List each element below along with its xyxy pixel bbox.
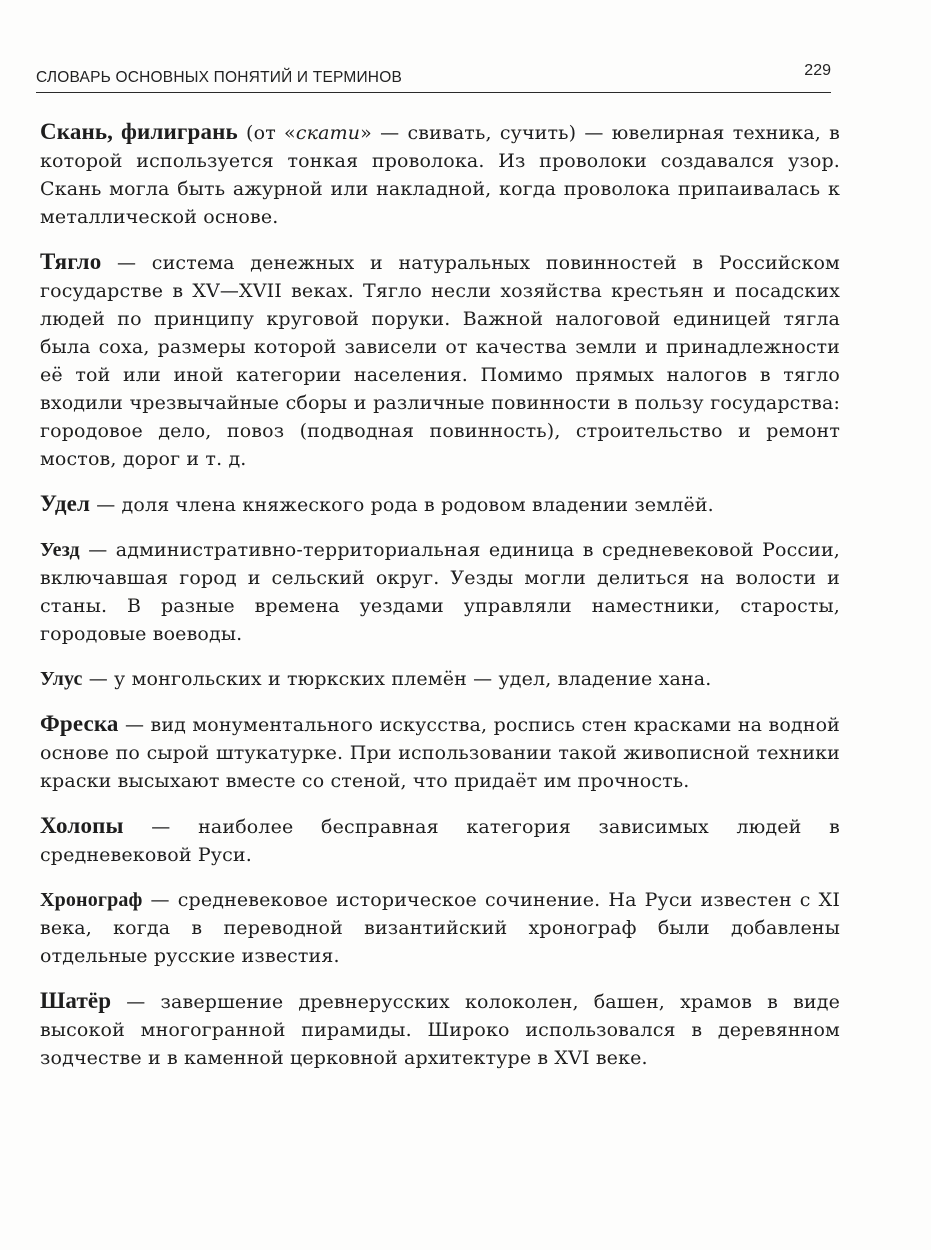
- entry-term: Скань, филигрань: [40, 119, 238, 144]
- glossary-entries: [40, 118, 840, 1089]
- glossary-entry-shater: [40, 987, 840, 1072]
- entry-etymology-open: (от «: [237, 122, 296, 144]
- running-header: [36, 62, 831, 93]
- entry-term: Шатёр: [40, 988, 112, 1013]
- section-title: СЛОВАРЬ ОСНОВНЫХ ПОНЯТИЙ И ТЕРМИНОВ: [36, 69, 402, 86]
- glossary-entry-udel: [40, 490, 840, 519]
- entry-definition: — наиболее бесправная категория зависимых людей в средневековой Руси.: [40, 816, 840, 866]
- glossary-entry-skan: [40, 118, 840, 231]
- entry-term: Удел: [40, 491, 91, 516]
- glossary-entry-freska: [40, 710, 840, 795]
- entry-definition: — у монгольских и тюркских племён — удел, владение хана.: [82, 668, 712, 690]
- entry-definition: — система денежных и натуральных повинностей в Российском государстве в XV—XVII веках. Тягло несли хозяйства крестьян и посадских людей по принципу круговой поруки. Важной налоговой единицей тягла была соха, размеры которой зависели от качества земли и принадлежности её той или иной категории населения. Помимо прямых налогов в тягло входили чрезвычайные сборы и различные повинности в пользу государства: городовое дело, повоз (подводная повинность), строительство и ремонт мостов, дорог и т. д.: [40, 252, 840, 470]
- glossary-entry-kholopy: [40, 812, 840, 869]
- entry-term: Уезд: [40, 539, 80, 561]
- entry-definition: — административно-территориальная единица в средневековой России, включавшая город и сельский округ. Уезды могли делиться на волости и станы. В разные времена уездами управляли наместники, старосты, городовые воеводы.: [40, 539, 840, 645]
- entry-definition: — доля члена княжеского рода в родовом владении землёй.: [90, 494, 714, 516]
- entry-term: Тягло: [40, 249, 102, 274]
- entry-term: Фреска: [40, 711, 119, 736]
- glossary-entry-khronograf: [40, 886, 840, 970]
- entry-definition: » — свивать, сучить) — ювелирная техника, в которой используется тонкая проволока. Из проволоки создавался узор. Скань могла быть ажурной или накладной, когда проволока припаивалась к металлической основе.: [40, 122, 840, 228]
- page-number: 229: [804, 62, 831, 79]
- glossary-entry-uezd: [40, 536, 840, 648]
- entry-definition: — завершение древнерусских колоколен, башен, храмов в виде высокой многогранной пирамиды. Широко использовался в деревянном зодчестве и в каменной церковной архитектуре в XVI веке.: [40, 991, 840, 1069]
- glossary-entry-ulus: [40, 665, 840, 693]
- entry-etymology-word: скати: [295, 122, 361, 144]
- entry-term: Хронограф: [40, 889, 143, 911]
- entry-term: Улус: [40, 668, 83, 690]
- entry-definition: — вид монументального искусства, роспись стен красками на водной основе по сырой штукатурке. При использовании такой живописной техники краски высыхают вместе со стеной, что придаёт им прочность.: [40, 714, 840, 792]
- entry-term: Холопы: [40, 813, 124, 838]
- glossary-entry-tyaglo: [40, 248, 840, 473]
- entry-definition: — средневековое историческое сочинение. На Руси известен с XI века, когда в переводной византийский хронограф были добавлены отдельные русские известия.: [40, 889, 840, 967]
